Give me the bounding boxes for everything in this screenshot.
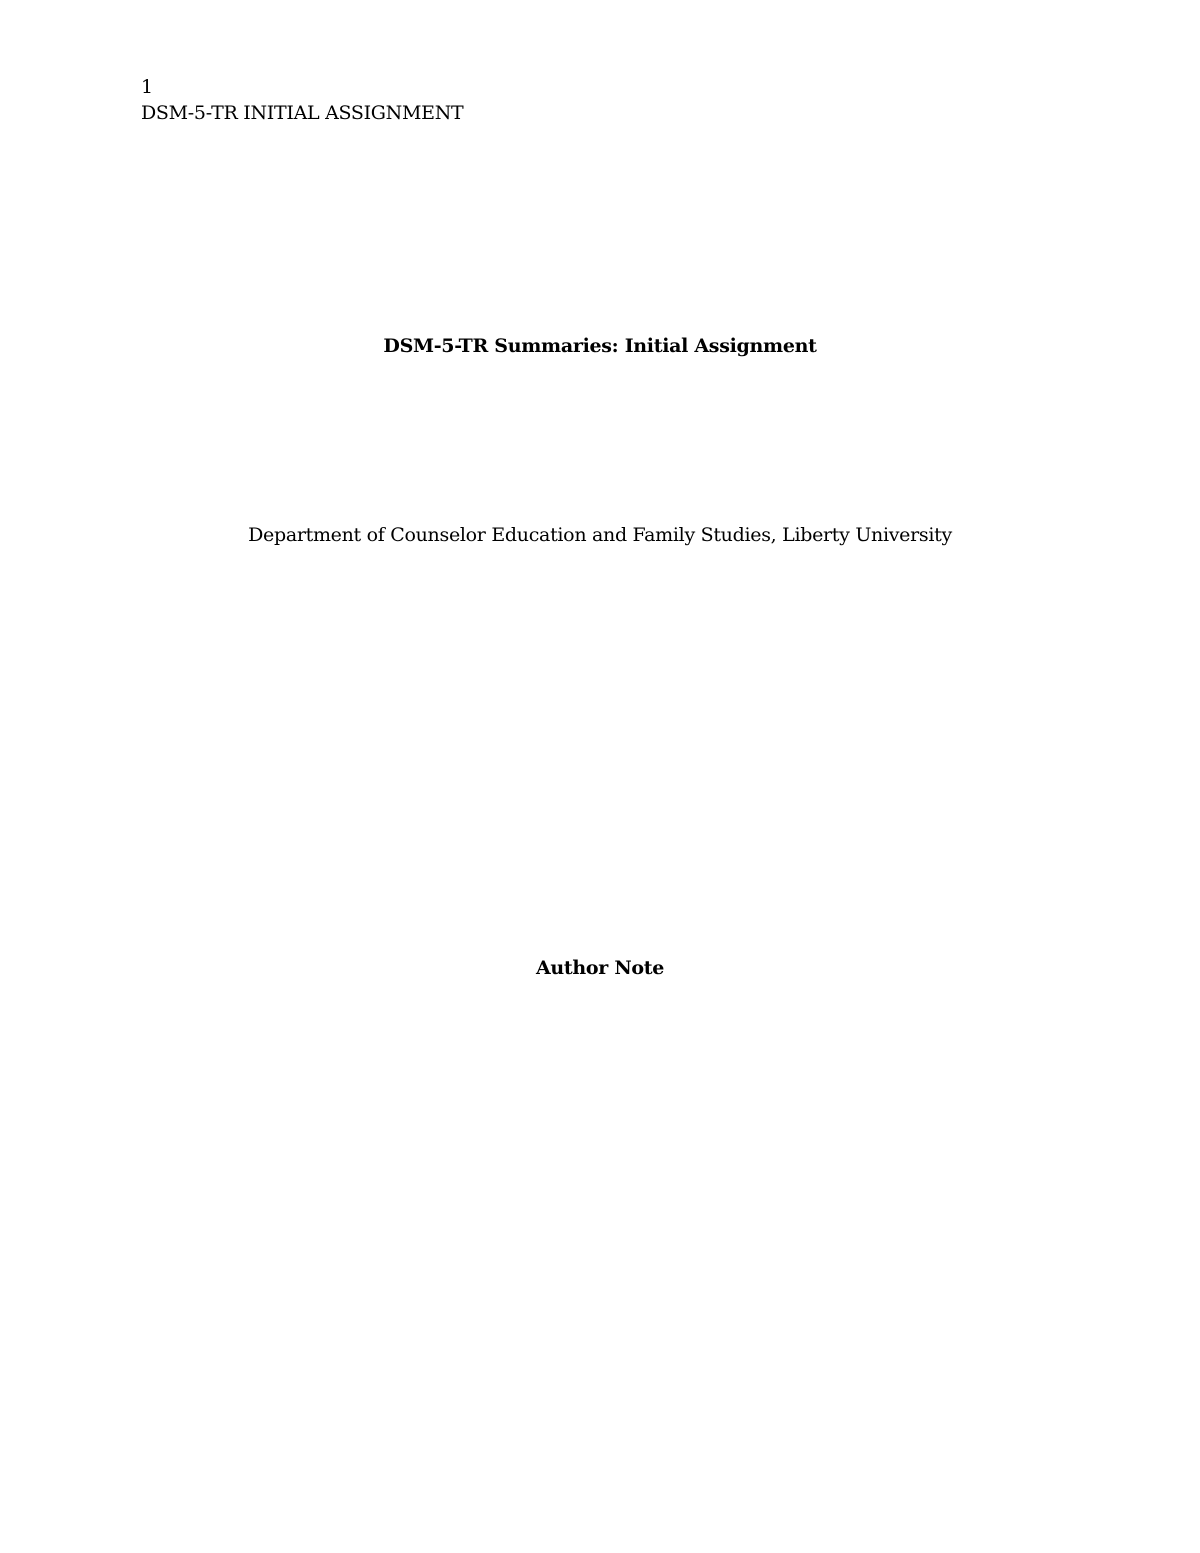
paper-title: DSM-5-TR Summaries: Initial Assignment (383, 335, 817, 357)
running-head: DSM-5-TR INITIAL ASSIGNMENT (141, 102, 464, 124)
author-affiliation: Department of Counselor Education and Family Studies, Liberty University (248, 524, 952, 546)
page-number: 1 (141, 76, 153, 98)
author-note-heading: Author Note (535, 957, 665, 979)
page-header (141, 74, 463, 126)
